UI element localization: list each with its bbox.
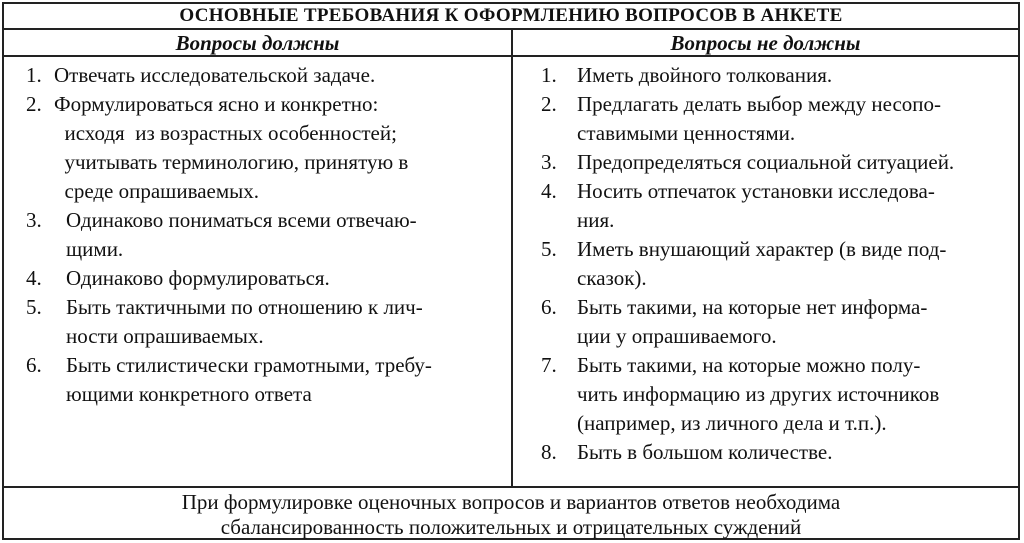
footer-line-1: При формулировке оценочных вопросов и вариантов ответов необходима bbox=[181, 490, 841, 514]
list-item bbox=[541, 235, 1018, 293]
item-number: 7. bbox=[541, 353, 557, 377]
item-number: 6. bbox=[26, 353, 42, 377]
item-number: 1. bbox=[541, 63, 557, 87]
list-item bbox=[541, 90, 1018, 148]
list-item bbox=[541, 351, 1018, 438]
item-number: 1. bbox=[26, 63, 42, 87]
list-item bbox=[26, 61, 511, 90]
column-should bbox=[4, 57, 513, 486]
item-number: 8. bbox=[541, 440, 557, 464]
list-item bbox=[541, 177, 1018, 235]
item-text: Одинаково пониматься всеми отвечаю- щими. bbox=[66, 208, 417, 261]
item-number: 5. bbox=[26, 295, 42, 319]
header-should-not: Вопросы не должны bbox=[513, 30, 1018, 57]
item-text: Быть тактичными по отношению к лич- ности опрашиваемых. bbox=[66, 295, 423, 348]
item-text: Быть стилистически грамотными, требу- ющими конкретного ответа bbox=[66, 353, 432, 406]
item-number: 6. bbox=[541, 295, 557, 319]
table-title: ОСНОВНЫЕ ТРЕБОВАНИЯ К ОФОРМЛЕНИЮ ВОПРОСОВ В АНКЕТЕ bbox=[4, 4, 1018, 30]
item-text: Одинаково формулироваться. bbox=[66, 266, 330, 290]
list-item bbox=[26, 264, 511, 293]
item-number: 2. bbox=[541, 92, 557, 116]
list-item bbox=[541, 148, 1018, 177]
requirements-table bbox=[2, 2, 1020, 540]
list-item bbox=[26, 293, 511, 351]
item-text: Предопределяться социальной ситуацией. bbox=[577, 150, 955, 174]
list-item bbox=[541, 293, 1018, 351]
table-footer bbox=[4, 486, 1018, 538]
list-item bbox=[541, 438, 1018, 467]
item-number: 2. bbox=[26, 92, 42, 116]
item-number: 3. bbox=[26, 208, 42, 232]
item-number: 3. bbox=[541, 150, 557, 174]
item-text: Быть такими, на которые нет информа- ции у опрашиваемого. bbox=[577, 295, 928, 348]
item-text: Формулироваться ясно и конкретно: исходя из возрастных особенностей; учитывать терминологию, принятую в среде опрашиваемых. bbox=[54, 92, 409, 203]
item-number: 4. bbox=[541, 179, 557, 203]
item-text: Носить отпечаток установки исследова- ния. bbox=[577, 179, 935, 232]
item-text: Быть такими, на которые можно полу- чить информацию из других источников (например, из личного дела и т.п.). bbox=[577, 353, 940, 435]
item-text: Быть в большом количестве. bbox=[577, 440, 833, 464]
list-item bbox=[541, 61, 1018, 90]
header-should: Вопросы должны bbox=[4, 30, 513, 57]
item-text: Иметь внушающий характер (в виде под- сказок). bbox=[577, 237, 947, 290]
item-number: 5. bbox=[541, 237, 557, 261]
item-text: Предлагать делать выбор между несопо- ставимыми ценностями. bbox=[577, 92, 942, 145]
column-should-not bbox=[513, 57, 1018, 486]
footer-line-2: сбалансированность положительных и отрицательных суждений bbox=[220, 515, 802, 539]
item-text: Отвечать исследовательской задаче. bbox=[54, 63, 376, 87]
list-item bbox=[26, 206, 511, 264]
item-number: 4. bbox=[26, 266, 42, 290]
item-text: Иметь двойного толкования. bbox=[577, 63, 833, 87]
list-item bbox=[26, 351, 511, 409]
list-item bbox=[26, 90, 511, 206]
